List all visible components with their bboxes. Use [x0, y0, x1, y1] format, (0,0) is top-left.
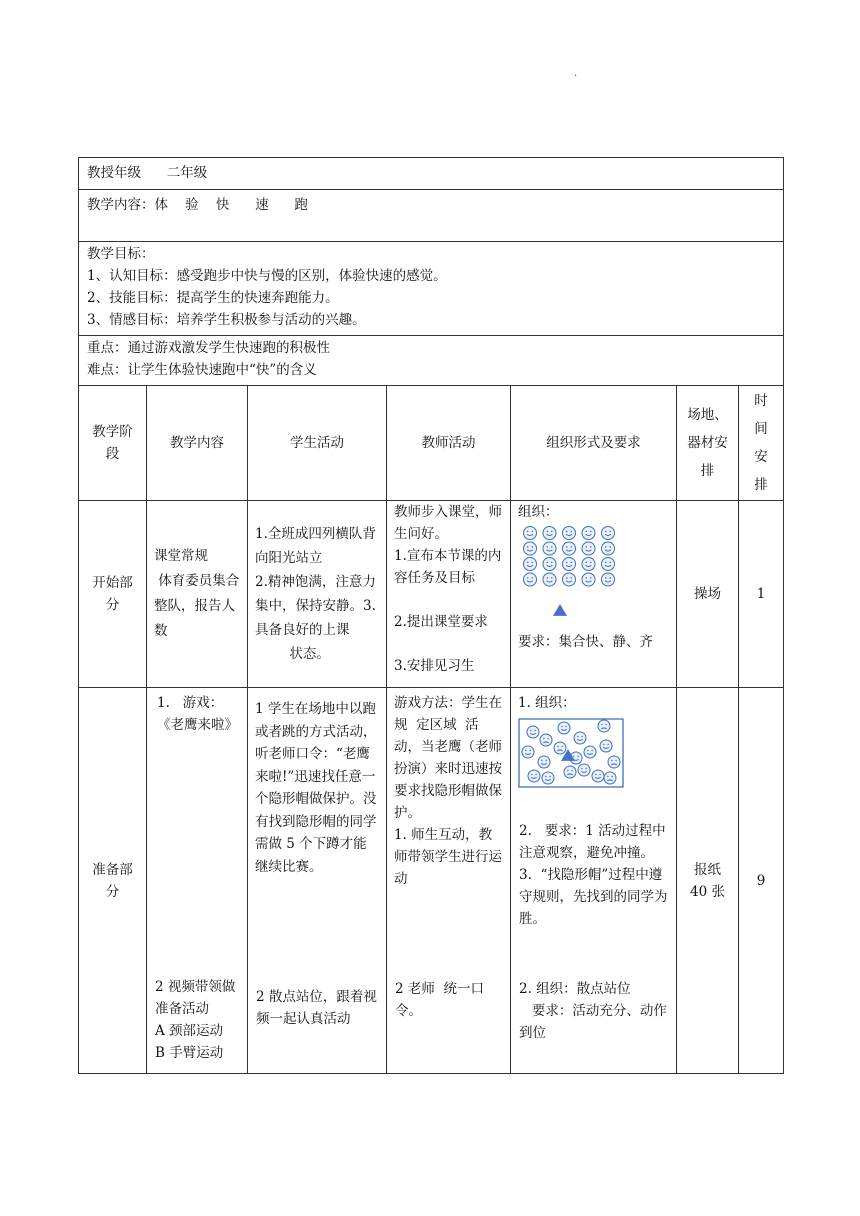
- student-face-icon: [602, 542, 615, 555]
- prep-venue: 报纸 40 张: [677, 688, 739, 1074]
- student-face-icon: [564, 766, 576, 778]
- difficult-point: 难点：让学生体验快速跑中“快”的含义: [87, 362, 317, 378]
- key-point: 重点：通过游戏激发学生快速跑的积极性: [87, 340, 330, 356]
- goals-row: [79, 242, 784, 336]
- student-face-icon: [600, 740, 612, 752]
- start-student-text: 1.全班成四列横队背向阳光站立 2.精神饱满，注意力集中，保持安静。3.具备良好的上课 状态。: [255, 526, 376, 662]
- goal-cognitive: 1、认知目标：感受跑步中快与慢的区别，体验快速的感觉。: [87, 268, 447, 284]
- student-face-icon: [542, 772, 554, 784]
- start-student: [248, 501, 387, 688]
- student-face-icon: [543, 558, 556, 571]
- start-content: [147, 501, 248, 688]
- student-face-icon: [563, 573, 576, 586]
- prep-student-game: 1 学生在场地中以跑或者跳的方式活动，听老师口令：“老鹰来啦!”迅速找任意一个隐形帽做保护。没有找到隐形帽的同学需做 5 个下蹲才能继续比赛。: [255, 701, 377, 875]
- col-header-content: 教学内容: [147, 386, 248, 501]
- prep-org-requirement: 2. 要求：1 活动过程中注意观察，避免冲撞。 3. “找隐形帽”过程中遵守规则，先找到的同学为胜。: [519, 823, 668, 927]
- student-face-icon: [574, 732, 586, 744]
- start-org-requirement: 要求：集合快、静、齐: [518, 634, 653, 650]
- student-face-icon: [598, 720, 610, 732]
- prep-content-game: 1. 游戏：《老鹰来啦》: [157, 695, 238, 733]
- start-teacher-line-3: 2.提出课堂要求: [394, 614, 488, 630]
- prep-teacher-game: 游戏方法：学生在规 定区域 活动，当老鹰（老师扮演）来时迅速按要求找隐形帽做保护。 1. 师生互动，教师带领学生进行运动: [394, 695, 502, 887]
- four-row-formation-diagram: [518, 523, 628, 618]
- student-face-icon: [543, 573, 556, 586]
- start-time: 1: [739, 501, 784, 688]
- start-venue: 操场: [677, 501, 739, 688]
- student-face-icon: [554, 742, 566, 754]
- start-content-text: 课堂常规 体育委员集合整队，报告人数: [154, 548, 240, 639]
- content-row: [79, 190, 784, 242]
- grade-row: [79, 158, 784, 190]
- page-dot: .: [574, 68, 578, 79]
- student-face-icon: [602, 558, 615, 571]
- student-face-icon: [540, 734, 552, 746]
- student-face-icon: [604, 772, 616, 784]
- student-face-icon: [524, 542, 537, 555]
- student-face-icon: [538, 756, 550, 768]
- start-organization: [511, 501, 677, 688]
- col-header-student: 学生活动: [248, 386, 387, 501]
- student-face-icon: [578, 764, 590, 776]
- student-face-icon: [608, 756, 620, 768]
- start-teacher-line-4: 3.安排见习生: [394, 658, 475, 674]
- student-face-icon: [543, 527, 556, 540]
- student-face-icon: [563, 558, 576, 571]
- student-face-icon: [543, 542, 556, 555]
- student-face-icon: [522, 746, 534, 758]
- teacher-triangle-icon: [553, 604, 567, 616]
- spacer: [394, 589, 503, 611]
- prep-student-video: 2 散点站位，跟着视频一起认真活动: [256, 989, 377, 1027]
- grade-line: 教授年级 二年级: [87, 165, 208, 181]
- keypoints-row: [79, 336, 784, 386]
- col-header-time: 时间安排: [739, 386, 784, 501]
- prep-section-row: [79, 688, 784, 1074]
- goal-skill: 2、技能目标：提高学生的快速奔跑能力。: [87, 290, 339, 306]
- start-teacher-line-1: 教师步入课堂，师生问好。: [394, 504, 502, 542]
- student-face-icon: [524, 573, 537, 586]
- prep-student: [248, 688, 387, 1074]
- prep-time: 9: [739, 688, 784, 1074]
- lesson-plan-table: [78, 157, 784, 1074]
- student-face-icon: [528, 770, 540, 782]
- student-face-icon: [584, 746, 596, 758]
- student-face-icon: [582, 558, 595, 571]
- goal-affective: 3、情感目标：培养学生积极参与活动的兴趣。: [87, 312, 366, 328]
- start-teacher-line-2: 1.宣布本节课的内容任务及目标: [394, 548, 502, 586]
- prep-teacher: [387, 688, 511, 1074]
- prep-stage: 准备部分: [79, 688, 147, 1074]
- prep-content-video: 2 视频带领做准备活动 A 颈部运动 B 手臂运动: [155, 979, 236, 1061]
- start-org-label: 组织：: [518, 504, 559, 520]
- column-header-row: [79, 386, 784, 501]
- student-face-icon: [592, 770, 604, 782]
- start-section-row: [79, 501, 784, 688]
- goals-heading: 教学目标：: [87, 246, 155, 262]
- student-face-icon: [582, 542, 595, 555]
- start-stage: 开始部分: [79, 501, 147, 688]
- col-header-teacher: 教师活动: [387, 386, 511, 501]
- student-face-icon: [602, 527, 615, 540]
- student-face-icon: [582, 573, 595, 586]
- content-line: 教学内容：体 验 快 速 跑: [87, 197, 308, 213]
- student-face-icon: [527, 726, 539, 738]
- student-face-icon: [558, 722, 570, 734]
- col-header-organization: 组织形式及要求: [511, 386, 677, 501]
- student-face-icon: [563, 527, 576, 540]
- student-face-icon: [582, 527, 595, 540]
- student-face-icon: [602, 573, 615, 586]
- col-header-venue: 场地、器材安排: [677, 386, 739, 501]
- scatter-formation-diagram: [518, 718, 624, 788]
- col-header-stage: 教学阶段: [79, 386, 147, 501]
- prep-org-scatter: 2. 组织：散点站位 要求：活动充分、动作到位: [519, 981, 667, 1041]
- student-face-icon: [524, 527, 537, 540]
- prep-content: [147, 688, 248, 1074]
- prep-organization: [511, 688, 677, 1074]
- student-face-icon: [563, 542, 576, 555]
- start-teacher: [387, 501, 511, 688]
- prep-teacher-command: 2 老师 统一口令。: [395, 981, 484, 1019]
- spacer: [394, 633, 503, 655]
- student-face-icon: [524, 558, 537, 571]
- prep-org-label: 1. 组织：: [518, 695, 576, 711]
